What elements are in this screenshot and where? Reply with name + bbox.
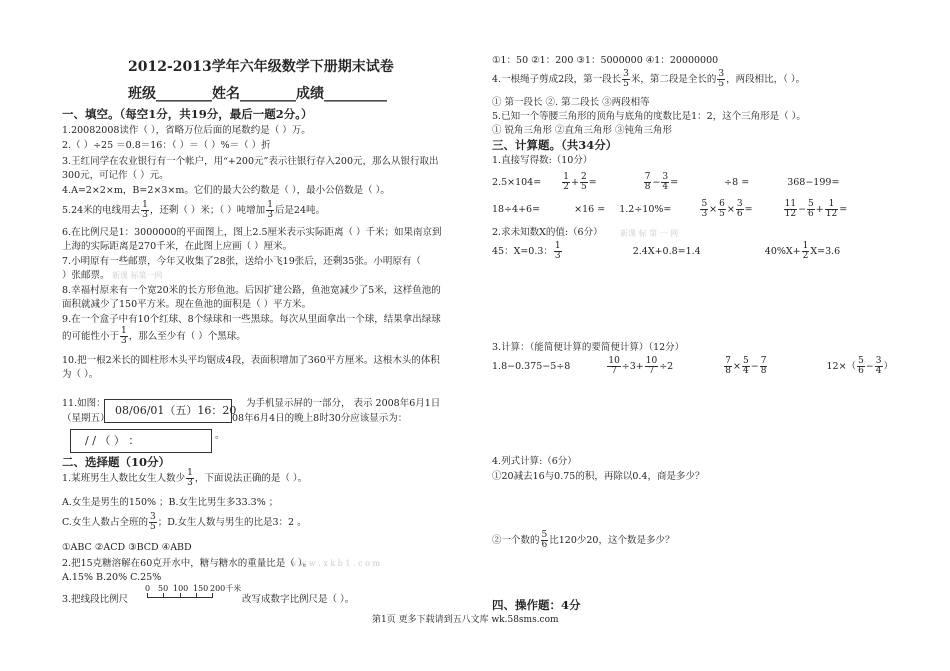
calc2-title: 2.求未知数X的值:（6分） [492, 227, 603, 238]
fraction: $\frac{1}{3}$ [187, 468, 193, 488]
calc4-title: 4.列式计算:（6分） [492, 456, 577, 467]
c3-choices: ①1：50 ②1：200 ③1：5000000 ④1：20000000 [492, 55, 719, 66]
q9-line1: 9.在一个盒子中有10个红球、8个绿球和一些黑球。每次从里面拿出一个球，结果拿出绿球 [62, 314, 441, 325]
page-footer: 第1页 更多下载请到五八文库 wk.58sms.com [372, 615, 559, 625]
fraction: $\frac{3}{5}$ [623, 69, 629, 89]
c5: 5.已知一个等腰三角形的顶角与底角的度数比是1：2，这个三角形是（ ）。 [492, 111, 806, 122]
q11-label: 11.如图： [62, 398, 106, 409]
q11-weekday: （星期五） [62, 413, 110, 424]
answer-display-template: / / （ ） ： [85, 434, 140, 447]
q4: 4.A=2×2×m，B=2×3×m。它们的最大公约数是（ ），最小公倍数是（ ）。 [62, 185, 390, 196]
q5: 5.24米的电线用去 $\frac{1}{3}$ ，还剩（ ）米；（ ）吨增加 $\frac{1}{3}$ 后是24吨。 [62, 200, 326, 220]
q6-line1: 6.在比例尺是1：3000000的平面图上，图上2.5厘米表示实际距离（ ）千米；如果南京到 [62, 227, 442, 238]
fraction: $\frac{3}{5}$ [149, 512, 156, 532]
q9-line2: 的可能性小于 $\frac{1}{3}$ ，那么至少有（ ）个黑球。 [62, 326, 246, 346]
c2-choices: A.15% B.20% C.25% [62, 572, 162, 583]
q11-question: 08年6月4日的晚上8时30分应该显示为： [232, 413, 408, 424]
calc1-title: 1.直接写得数:（10分） [492, 155, 593, 166]
watermark: w w w . x k b 1 . c o m [290, 559, 381, 568]
q8-line2: 面积就减少了150平方米。现在鱼池的面积是（ ）平方米。 [62, 299, 312, 310]
phone-display-box [104, 399, 237, 423]
c4: 4.一根绳子剪成2段，第一段长 $\frac{3}{5}$ 米，第二段是全长的 $\frac{3}{5}$ ，两段相比，（ ）。 [492, 69, 806, 89]
section-choice: 二、选择题（10分） [62, 455, 171, 469]
page-title: 2012-2013学年六年级数学下册期末试卷 [128, 59, 394, 75]
calc1-row1: 2.5×104= $\frac{1}{2}$ + $\frac{2}{5}$ = $\frac{7}{8}$ − $\frac{3}{4}$ = ÷8 = 368−199= [492, 172, 840, 192]
fraction: $\frac{1}{3}$ [142, 200, 148, 220]
c1-choices: ①ABC ②ACD ③BCD ④ABD [62, 542, 192, 553]
c1: 1.某班男生人数比女生人数少 $\frac{1}{3}$ ，下面说法正确的是（ ）。 [62, 468, 308, 488]
student-info-line: 班级________姓名________成绩_________ [128, 86, 387, 102]
calc4-problem1: ①20减去16与0.75的积，再除以0.4，商是多少？ [492, 471, 705, 482]
q11-desc: 为手机显示屏的一部分， 表示 2008年6月1日 [246, 398, 441, 409]
calc3-title: 3.计算：（能简便计算的要简便计算）（12分） [492, 342, 685, 353]
phone-display-text: 08/06/01（五）16：20 [115, 404, 237, 417]
c4-choices: ① 第一段长 ②. 第二段长 ③两段相等 [492, 97, 650, 108]
calc2-equations: 45：X=0.3： $\frac{1}{3}$ 2.4X+0.8=1.4 40%X+ $\frac{1}{2}$ X=3.6 [492, 241, 841, 261]
watermark: 新课 标第一网 [112, 271, 163, 280]
q2: 2.（ ）÷25 ＝0.8＝16：（ ）＝（ ）%＝（ ）折 [62, 140, 271, 151]
q10-line2: 为（ ）。 [62, 369, 99, 380]
fraction: $\frac{3}{5}$ [718, 69, 725, 89]
answer-display-box [70, 429, 212, 453]
calc3-expressions: 1.8−0.375−5÷8 $\frac{10}{7}$ ÷3+ $\frac{10}{7}$ ÷2 $\frac{7}{8}$ × $\frac{5}{4}$ − $\frac{7}{8}$ 12×（ $\frac{5}{6}$ − $\frac{3}{4}$ ） [492, 356, 894, 376]
q3-line1: 3.王红同学在农业银行有一个帐户，用“+200元”表示往银行存入200元，那么从银行取出 [62, 156, 439, 167]
section-calculation: 三、计算题。（共34分） [492, 138, 618, 152]
q1: 1.20082008读作（ ），省略万位后面的尾数约是（ ）万。 [62, 125, 311, 136]
fraction: $\frac{1}{3}$ [267, 200, 273, 220]
c3-end: 改写成数字比例尺是（ ）。 [242, 594, 355, 605]
c1-option-ab: A.女生是男生的150% ；B.女生比男生多33.3% ； [62, 497, 279, 508]
calc4-problem2: ②一个数的 $\frac{5}{6}$ 比120少20，这个数是多少？ [492, 530, 675, 550]
calc1-row2: 18÷4+6= ×16 = 1.2÷10%= $\frac{5}{3}$ × $\frac{6}{5}$ × $\frac{3}{6}$ = $\frac{11}{12}$ − $\frac{5}{6}$ + $\frac{1}{12}$ = [492, 199, 848, 219]
q8-line1: 8.幸福村原来有一个宽20米的长方形鱼池。后因扩建公路，鱼池宽减少了5米，这样鱼池的 [62, 285, 441, 296]
c3-start: 3.把线段比例尺 [62, 594, 129, 605]
q7-line2: ）张邮票。 [62, 270, 110, 281]
c5-choices: ① 锐角三角形 ②直角三角形 ③钝角三角形 [492, 125, 673, 136]
watermark: 新课 标 第 一 网 [620, 229, 679, 238]
c1-option-cd: C.女生人数占全班的 $\frac{3}{5}$ ；D.女生人数与男生的比是3：2 。 [62, 512, 307, 532]
c2: 2.把15克糖溶解在60克开水中，糖与糖水的重量比是（ ）。 [62, 558, 313, 569]
q10-line1: 10.把一根2米长的圆柱形木头平均锯成4段，表面积增加了360平方厘米。这根木头的体积 [62, 355, 440, 366]
section-operation: 四、操作题：4分 [492, 598, 581, 612]
section-fill-blank: 一、填空。（每空1分，共19分，最后一题2分。） [62, 107, 313, 121]
q7-line1: 7.小明原有一些邮票，今年又收集了28张，送给小飞19张后，还剩35张。小明原有（ [62, 256, 421, 267]
q3-line2: 300元，可记作（ ）元。 [62, 170, 169, 181]
fraction: $\frac{1}{3}$ [121, 326, 127, 346]
q6-line2: 上海的实际距离是270千米，在此图上应画（ ）厘米。 [62, 241, 293, 252]
q11-period: 。 [215, 430, 225, 441]
